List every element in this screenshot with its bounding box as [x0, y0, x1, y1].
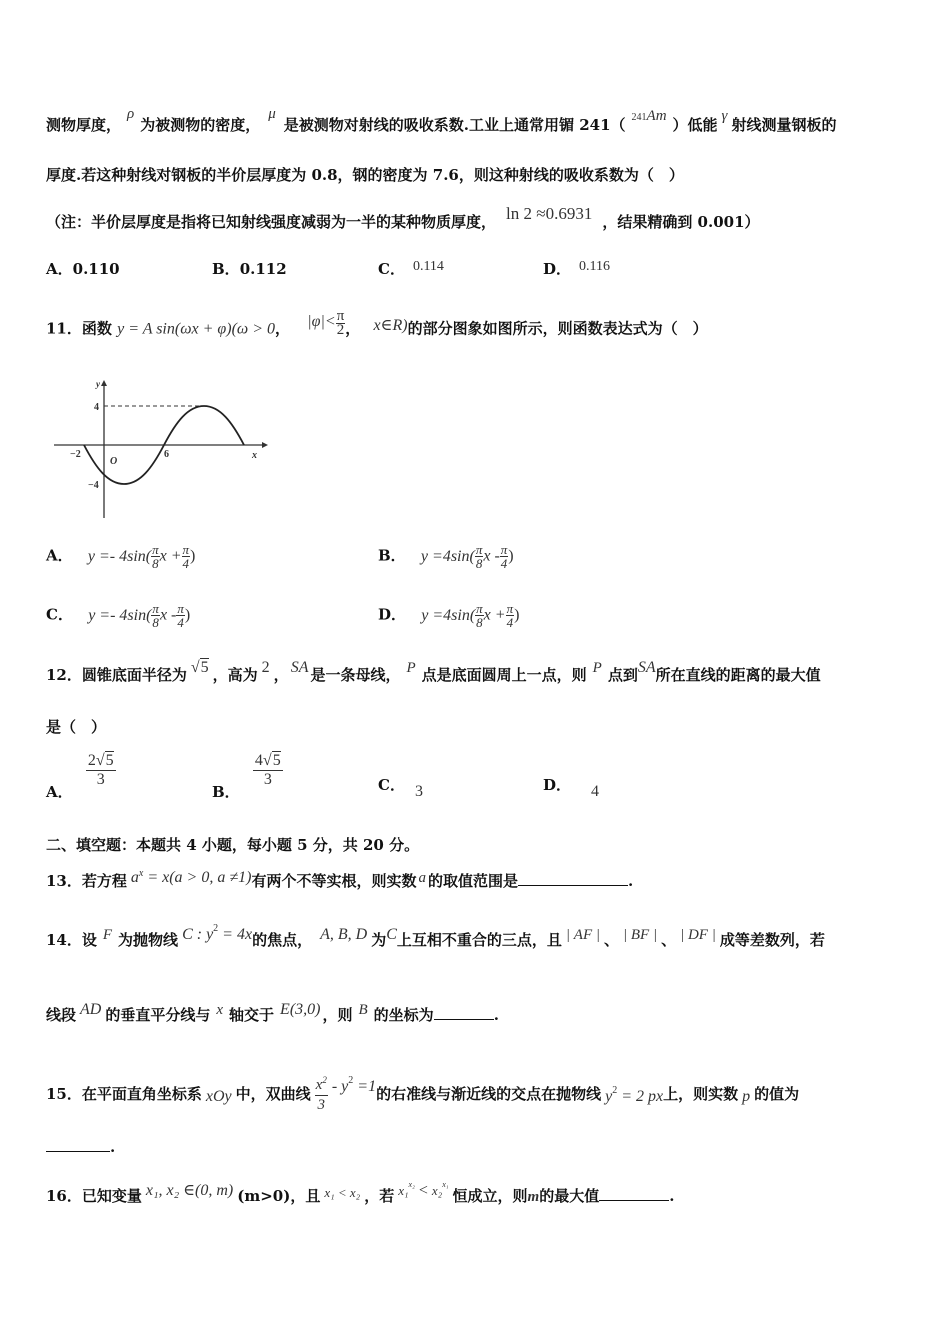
q13-stem: 13．若方程 $a^x = x(a > 0$, a ≠1)有两个不等实根，则实数 a 的取值范围是 .: [46, 868, 634, 890]
q12-option-a[interactable]: A． $\frac{2√5}{3}$: [46, 752, 114, 801]
tick-label-4: 4: [94, 402, 99, 413]
x-axis-arrow: [262, 442, 268, 448]
q10-line1: 测物厚度，ρ为被测物的密度，μ是被测物对射线的吸收系数.工业上通常用镅 241（ $^{241}$Am ）低能 γ 射线测量钢板的: [46, 106, 837, 134]
q15-stem-line2: .: [46, 1138, 115, 1156]
q10-option-d[interactable]: D． 0.116: [543, 259, 610, 278]
q10-option-a[interactable]: A．0.110: [46, 260, 120, 278]
origin-label: O: [110, 456, 118, 467]
gamma-symbol: γ: [721, 108, 728, 124]
q10-option-c[interactable]: C． 0.114: [378, 259, 444, 278]
tick-label-neg2: −2: [70, 449, 81, 460]
rho-symbol: ρ: [127, 106, 135, 122]
tick-label-6: 6: [164, 449, 169, 460]
q11-formula: y = A sin(ωx + φ)(ω > 0: [117, 320, 275, 338]
x-axis-label: x: [252, 450, 257, 461]
q15-answer-blank[interactable]: [46, 1151, 110, 1152]
q11-option-a[interactable]: A． y =- 4sin( $\frac{\pi}{8}$ x + $\frac{\pi}{4}$ ): [46, 542, 196, 571]
section-heading-fill-in: 二、填空题：本题共 4 小题，每小题 5 分，共 20 分。: [46, 836, 420, 854]
q14-stem-line2: 线段 AD 的垂直平分线与 x 轴交于 E(3,0) ，则 B 的坐标为 .: [46, 1001, 499, 1024]
q12-stem-line2: 是（ ）: [46, 718, 107, 736]
sine-graph: [50, 378, 270, 523]
q12-option-b[interactable]: B． $\frac{4√5}{3}$: [212, 752, 281, 801]
mu-symbol: μ: [268, 106, 276, 122]
q10-option-b[interactable]: B．0.112: [212, 260, 287, 278]
q11-option-d[interactable]: D． y =4sin( $\frac{\pi}{8}$ x + $\frac{\pi}{4}$ ): [378, 601, 520, 630]
y-axis-label: y: [96, 379, 100, 389]
q11-option-c[interactable]: C． y =- 4sin( $\frac{\pi}{8}$ x - $\frac{\pi}{4}$ ): [46, 601, 191, 630]
q16-stem: 16．已知变量 x₁, x₂ ∈(0, m) (m>0)，且 x₁ < x₂ ，若 x₁$^{x_2}$ < x₂$^{x_1}$恒成立，则m的最大值 .: [46, 1180, 675, 1205]
q13-answer-blank[interactable]: [518, 885, 628, 886]
q10-line3: （注：半价层厚度是指将已知射线强度减弱为一半的某种物质厚度， ln 2 ≈0.6931 ，结果精确到 0.001）: [46, 204, 760, 231]
q12-stem: 12．圆锥底面半径为 √5 ，高为 2 ， SA 是一条母线， P 点是底面圆周上一点，则 P 点到SA所在直线的距离的最大值: [46, 659, 821, 684]
q12-option-d[interactable]: D． 4: [543, 776, 600, 800]
q10-line2: 厚度.若这种射线对钢板的半价层厚度为 0.8，钢的密度为 7.6，则这种射线的吸收系数为（ ）: [46, 166, 684, 184]
y-axis-arrow: [101, 380, 107, 386]
q12-option-c[interactable]: C． 3: [378, 776, 423, 800]
q16-answer-blank[interactable]: [599, 1200, 669, 1201]
q14-answer-blank[interactable]: [434, 1019, 494, 1020]
q11-option-b[interactable]: B． y =4sin( $\frac{\pi}{8}$ x - $\frac{\pi}{4}$ ): [378, 542, 514, 571]
tick-label-neg4: −4: [88, 480, 99, 491]
q15-stem: 15．在平面直角坐标系 xOy 中，双曲线 $\frac{x^2}{3}$ - $y^2 =1$的右准线与渐近线的交点在抛物线 $y^2 = 2$ px上，则实数 p 的值为: [46, 1075, 800, 1113]
ln2-formula: ln 2 ≈0.6931: [506, 204, 593, 223]
q14-stem: 14．设 F 为抛物线 C : $y^2 = 4x$的焦点， A, B, D 为C上互相不重合的三点，且 | AF | 、 | BF | 、 | DF | 成等差数列，若: [46, 923, 825, 949]
q11-stem: 11．函数 y = A sin(ωx + φ)(ω > 0， |φ|< $\frac{\pi}{2}$ ， x∈R)的部分图象如图所示，则函数表达式为（ ）: [46, 308, 708, 338]
